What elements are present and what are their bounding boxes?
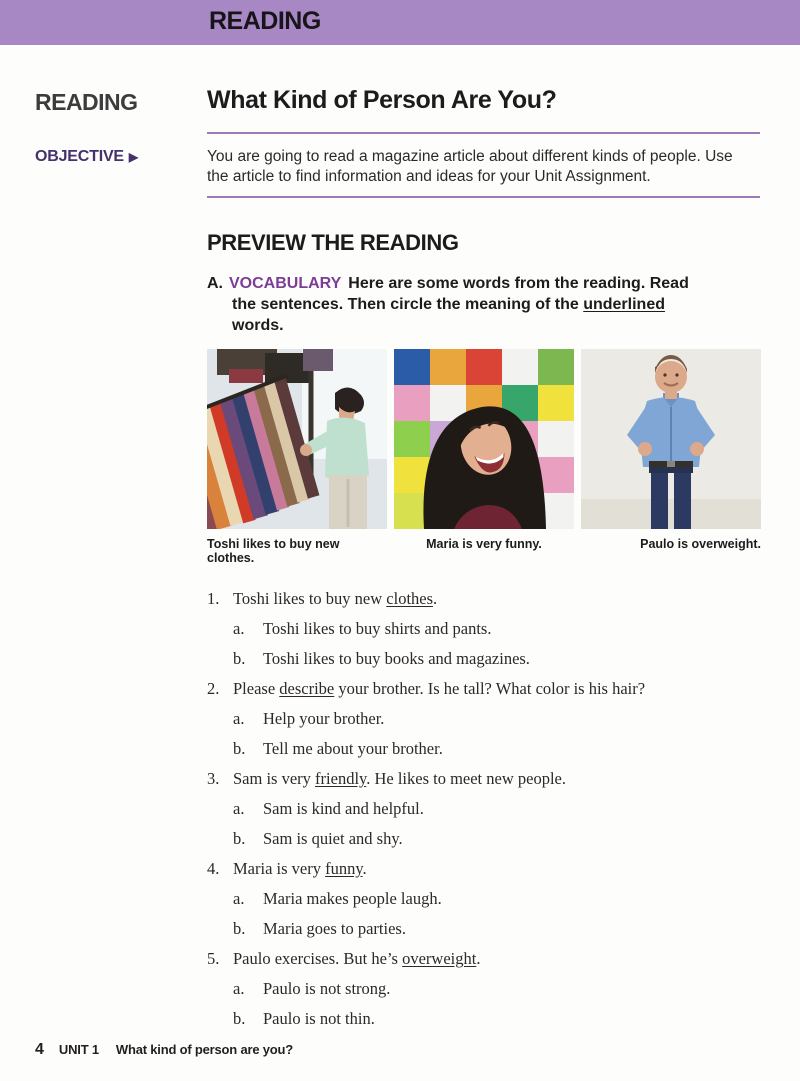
paulo-photo [581,349,761,529]
page-footer [35,1041,293,1059]
option-text: Help your brother. [263,709,385,728]
option-letter: a. [233,799,245,818]
underlined-word: describe [279,679,335,698]
option-letter: a. [233,889,245,908]
photo-caption-paulo: Paulo is overweight. [640,537,761,551]
question-number: 2. [207,679,220,698]
question-3 [207,769,760,848]
photo-caption-maria: Maria is very funny. [426,537,542,551]
question-sentence [207,859,760,878]
instructions-underlined-word: underlined [583,296,665,313]
paulo-right-hand [690,442,704,456]
underlined-word: overweight [402,949,477,968]
option-letter: b. [233,739,246,758]
option-letter: b. [233,919,246,938]
toshi-shirt [325,417,369,480]
answer-option-b [233,829,760,848]
question-number: 3. [207,769,220,788]
option-letter: b. [233,1009,246,1028]
option-text: Sam is quiet and shy. [263,829,403,848]
paulo-photo-illustration [581,349,761,529]
question-text: Please describe your brother. Is he tall? What color is his hair? [233,679,646,698]
toshi-photo-illustration [207,349,387,529]
vocabulary-instructions [207,273,712,336]
option-text: Toshi likes to buy books and magazines. [263,649,530,668]
instructions-text-end: words. [232,317,284,334]
unit-label: UNIT 1 [58,1042,99,1057]
question-number: 1. [207,589,220,608]
answer-option-a [233,619,760,638]
photo-figure-maria [394,349,574,565]
question-sentence [207,589,760,608]
question-4 [207,859,760,938]
question-1 [207,589,760,668]
photo-row [207,349,760,565]
option-text: Maria goes to parties. [263,919,406,938]
question-sentence [207,679,760,698]
section-banner [0,0,800,45]
option-letter: a. [233,709,245,728]
photo-figure-paulo [581,349,761,565]
objective-text: You are going to read a magazine article about different kinds of people. Use the article to find information and ideas for your Unit Assignment. [207,148,733,185]
photo-figure-toshi [207,349,387,565]
paulo-buckle [667,461,675,467]
answer-option-b [233,739,760,758]
option-text: Maria makes people laugh. [263,889,442,908]
answer-option-a [233,889,760,908]
option-text: Paulo is not thin. [263,1009,375,1028]
main-content [207,86,760,1039]
paulo-left-leg [651,471,668,529]
maria-photo [394,349,574,529]
option-letter: a. [233,619,245,638]
objective-label-text: OBJECTIVE [35,148,124,165]
maria-photo-illustration [394,349,574,529]
banner-title: READING [209,7,321,35]
answer-option-a [233,799,760,818]
paulo-right-leg [674,471,691,529]
question-text: Paulo exercises. But he’s overweight. [233,949,481,968]
question-text: Sam is very friendly. He likes to meet new people. [233,769,566,788]
page-title: What Kind of Person Are You? [207,86,557,114]
option-letter: a. [233,979,245,998]
toshi-hand [300,444,312,456]
question-2 [207,679,760,758]
underlined-word: clothes [386,589,434,608]
preview-heading: PREVIEW THE READING [207,230,459,255]
answer-option-b [233,649,760,668]
underlined-word: friendly [315,769,367,788]
divider-rule-bottom [207,196,760,198]
vocabulary-label: VOCABULARY [229,275,342,292]
answer-option-b [233,919,760,938]
instructions-text: Here are some words from the reading. Read the sentences. Then circle the meaning of the [232,275,689,313]
sidebar-objective-label [35,148,138,166]
floor [581,499,761,529]
divider-rule-top [207,132,760,134]
toshi-photo [207,349,387,529]
question-sentence [207,769,760,788]
option-text: Toshi likes to buy shirts and pants. [263,619,492,638]
vocabulary-questions [207,589,760,1028]
answer-option-a [233,979,760,998]
answer-option-a [233,709,760,728]
sidebar-section-label: READING [35,89,138,115]
option-text: Sam is kind and helpful. [263,799,424,818]
objective-arrow-icon: ▶ [128,150,138,164]
option-text: Paulo is not strong. [263,979,391,998]
question-text: Maria is very funny. [233,859,367,878]
unit-question: What kind of person are you? [115,1042,294,1057]
question-text: Toshi likes to buy new clothes. [233,589,438,608]
question-number: 4. [207,859,220,878]
paulo-left-hand [638,442,652,456]
page-number: 4 [35,1041,44,1058]
question-5 [207,949,760,1028]
photo-caption-toshi: Toshi likes to buy new clothes. [207,537,340,565]
option-letter: b. [233,649,246,668]
answer-option-b [233,1009,760,1028]
option-letter: b. [233,829,246,848]
option-text: Tell me about your brother. [263,739,443,758]
question-sentence [207,949,760,968]
underlined-word: funny [325,859,363,878]
paulo-head [655,361,687,393]
exercise-letter: A. [207,275,223,292]
question-number: 5. [207,949,220,968]
